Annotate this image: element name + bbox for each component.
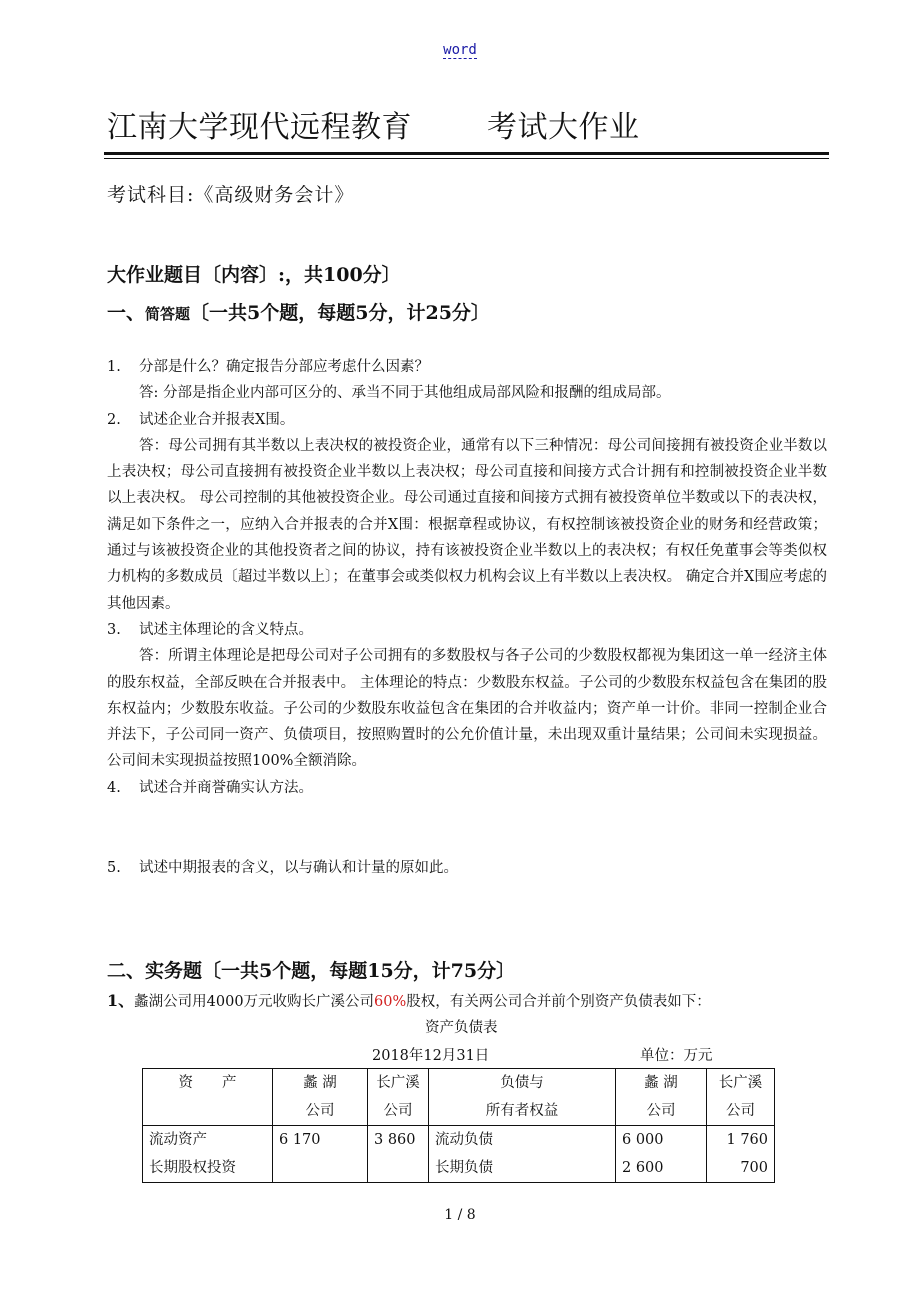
question-1: 1. 分部是什么？确定报告分部应考虑什么因素？ xyxy=(107,359,429,375)
section1-name: 简答题 xyxy=(145,305,191,323)
answer-2: 答：母公司拥有其半数以上表决权的被投资企业，通常有以下三种情况：母公司间接拥有被投资企业半数以上表决权；母公司直接拥有被投资企业半数以上表决权；母公司直接和间接方式合计拥有和控制被投资企业半数以上表决权。 母公司控制的其他被投资企业。母公司通过直接和间接方式拥有被投资单位半数或以下的表决权，满足如下条件之一，应纳入合并报表的合并X围：根据章程或协议，有权控制该被投资企业的财务和经营政策；通过与该被投资企业的其他投资者之间的协议，持有该被投资企业半数以上的表决权；有权任免董事会等类似权力机构的多数成员〔超过半数以上〕；在董事会或类似权力机构会议上有半数以上表决权。 确定合并X围应考虑的其他因素。 xyxy=(107,437,827,612)
table-header-row xyxy=(143,1069,775,1126)
col-liabilities: 负债与 所有者权益 xyxy=(429,1069,616,1126)
question-3: 3. 试述主体理论的含义特点。 xyxy=(107,621,313,638)
document-title-right: 考试大作业 xyxy=(487,110,640,145)
question-4: 4. 试述合并商誉确实认方法。 xyxy=(107,779,313,796)
answer-1: 答: 分部是指企业内部可区分的、承当不同于其他组成局部风险和报酬的组成局部。 xyxy=(139,385,671,402)
document-title-left: 江南大学现代远程教育 xyxy=(107,110,412,145)
section2-heading: 二、实务题〔一共5个题，每题15分，计75分〕 xyxy=(107,960,516,982)
col-cgx-2: 长广溪 公司 xyxy=(707,1069,775,1126)
assignment-title: 大作业题目〔内容〕:，共100分〕 xyxy=(107,264,401,286)
section1-detail: 〔一共5个题，每题5分，计25分〕 xyxy=(190,302,490,324)
col-lihu-2: 蠡 湖 公司 xyxy=(616,1069,707,1126)
title-rule-thick xyxy=(104,152,829,155)
col-cgx: 长广溪 公司 xyxy=(368,1069,429,1126)
table-title: 资产负债表 xyxy=(425,1020,498,1036)
col-asset: 资 产 xyxy=(143,1069,273,1126)
section1-heading xyxy=(107,298,490,325)
title-rule-thin xyxy=(104,158,829,159)
section1-body xyxy=(107,354,827,801)
question-2: 2. 试述企业合并报表X围。 xyxy=(107,411,295,428)
page-header xyxy=(0,42,920,58)
col-lihu: 蠡 湖 公司 xyxy=(273,1069,368,1126)
page-number: 1 / 8 xyxy=(444,1207,476,1223)
table-date: 2018年12月31日 xyxy=(372,1048,490,1064)
table-unit: 单位：万元 xyxy=(640,1048,713,1064)
balance-sheet-table xyxy=(142,1068,775,1183)
practice-question-1: 1、蠡湖公司用4000万元收购长广溪公司60%股权，有关两公司合并前个别资产负债表如下： xyxy=(107,991,711,1010)
exam-subject: 考试科目:《高级财务会计》 xyxy=(107,184,355,206)
header-word-link[interactable]: word xyxy=(443,42,477,58)
section1-prefix: 一、 xyxy=(107,302,146,324)
question-5: 5. 试述中期报表的含义，以与确认和计量的原如此。 xyxy=(107,860,458,876)
answer-3: 答：所谓主体理论是把母公司对子公司拥有的多数股权与各子公司的少数股权都视为集团这一单一经济主体的股东权益，全部反映在合并报表中。 主体理论的特点：少数股东权益。子公司的少数股东权益包含在集团的股东权益内；少数股东收益。子公司的少数股东收益包含在集团的合并收益内；资产单一计价。非同一控制企业合并法下，子公司同一资产、负债项目，按照购置时的公允价值计量，未出现双重计量结果；公司间未实现损益。公司间未实现损益按照100%全额消除。 xyxy=(107,648,827,770)
table-row: 流动资产 长期股权投资 6 170 3 860 流动负债 长期负债 6 000 2 600 1 760 700 xyxy=(143,1126,775,1183)
